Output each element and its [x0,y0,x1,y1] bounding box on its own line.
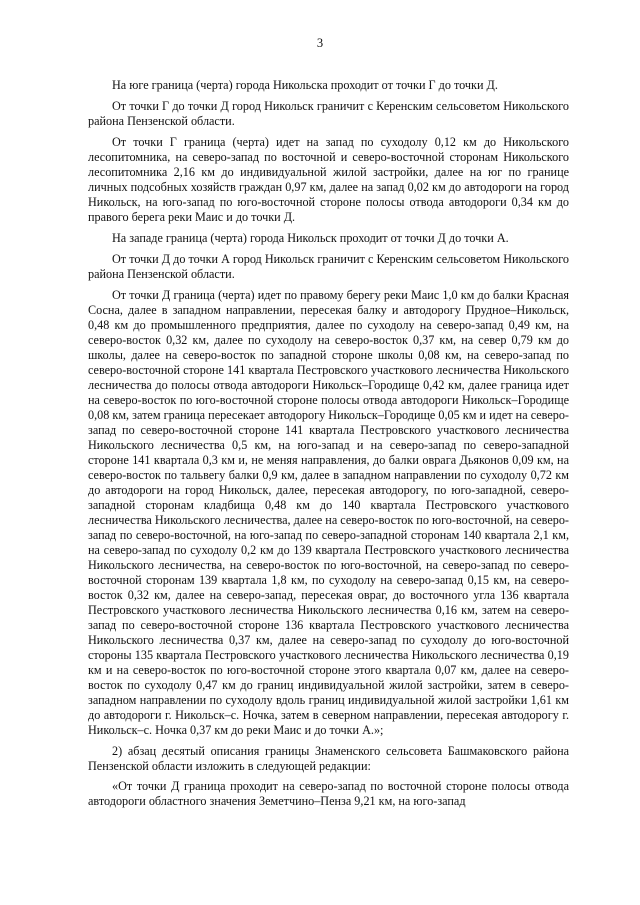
paragraph-amendment-text: «От точки Д граница проходит на северо-запад по восточной стороне полосы отвода автодороги областного значения Земетчино–Пенза 9,21 км, на юго-запад [88,779,569,808]
page-number: 3 [316,36,324,50]
paragraph-south-boundary-description: От точки Г граница (черта) идет на запад по суходолу 0,12 км до Никольского лесопитомника, на северо-запад по восточной и северо-восточной сторонам Никольского лесопитомника 2,16 км до индивидуальной жилой застройки, далее на юг по границе личных подсобных хозяйств граждан 0,97 км, далее на запад 0,02 км до автодороги на город Никольск, на юго-запад по юго-восточной стороне полосы отвода автодороги 0,34 км до правого берега реки Маис и до точки Д. [88,135,569,224]
paragraph-south-boundary-intro: На юге граница (черта) города Никольска проходит от точки Г до точки Д. [112,78,498,92]
document-body [88,78,569,815]
paragraph-amendment-item: 2) абзац десятый описания границы Знаменского сельсовета Башмаковского района Пензенской области изложить в следующей редакции: [88,744,569,773]
paragraph-south-neighbor: От точки Г до точки Д город Никольск граничит с Керенским сельсоветом Никольского района Пензенской области. [88,99,569,128]
paragraph-west-boundary-intro: На западе граница (черта) города Никольск проходит от точки Д до точки А. [112,231,509,245]
paragraph-west-boundary-description: От точки Д граница (черта) идет по правому берегу реки Маис 1,0 км до балки Красная Сосна, далее в западном направлении, пересекая балку и автодорогу Прудное–Никольск, 0,48 км до промышленного предприятия, далее по суходолу на северо-запад 0,49 км, на северо-восток 0,32 км, далее по суходолу на северо-восток 0,37 км, на север 0,79 км до школы, далее на северо-восток по западной стороне школы 0,08 км, на северо-запад по северо-восточной стороне 141 квартала Пестровского участкового лесничества Никольского лесничества до полосы отвода автодороги Никольск–Городище 0,42 км, далее граница идет на северо-восток по юго-восточной стороне полосы отвода автодороги Никольск–Городище 0,08 км, затем граница пересекает автодорогу Никольск–Городище 0,05 км и идет на северо-запад по северо-восточной стороне 141 квартала Пестровского участкового лесничества Никольского лесничества 0,5 км, на юго-запад и на северо-запад по северо-западной стороне 141 квартала 0,3 км и, не меняя направления, до балки оврага Дьяконов 0,09 км, на северо-восток по тальвегу балки 0,9 км, далее в западном направлении по суходолу 0,72 км до автодороги на город Никольск, далее, пересекая автодорогу, по юго-западной, северо-западной сторонам кладбища 0,48 км до 140 квартала Пестровского участкового лесничества Никольского лесничества, далее на северо-восток по юго-восточной, на северо-запад по северо-восточной, на юго-запад по северо-западной сторонам 140 квартала 2,1 км, на северо-запад по суходолу 0,2 км до 139 квартала Пестровского участкового лесничества Никольского лесничества, на северо-восток по юго-восточной, на северо-запад по северо-восточной сторонам 139 квартала 1,8 км, по суходолу на северо-запад 0,15 км, на северо-восток 0,32 км, далее на северо-запад, пересекая овраг, до восточного угла 136 квартала Пестровского участкового лесничества Никольского лесничества 0,16 км, затем на северо-запад по северо-восточной стороне 136 квартала Пестровского участкового лесничества Никольского лесничества 0,37 км, далее на северо-запад по суходолу до юго-восточной стороны 135 квартала Пестровского участкового лесничества Никольского лесничества 0,19 км и на северо-восток по юго-восточной стороне этого квартала 0,07 км, далее на северо-восток по суходолу 0,47 км до границ индивидуальной жилой застройки, затем в северо-западном направлении по суходолу вдоль границ индивидуальной жилой застройки 1,61 км до автодороги г. Никольск–с. Ночка, затем в северном направлении, пересекая автодорогу г. Никольск–с. Ночка 0,37 км до реки Маис и до точки А.»; [88,288,569,737]
paragraph-west-neighbor: От точки Д до точки А город Никольск граничит с Керенским сельсоветом Никольского района Пензенской области. [88,252,569,281]
